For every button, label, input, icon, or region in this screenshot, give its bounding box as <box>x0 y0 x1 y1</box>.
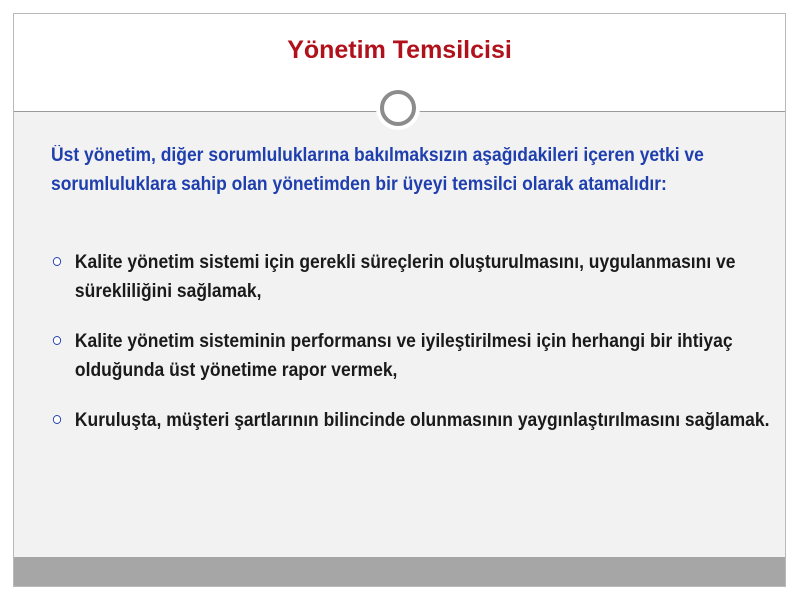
hollow-circle-bullet-icon <box>53 336 61 345</box>
bullet-text: Kalite yönetim sistemi için gerekli süreçlerin oluşturulmasını, uygulanmasını ve sürekliliğini sağlamak, <box>74 252 736 302</box>
hollow-circle-bullet-icon <box>53 415 61 424</box>
list-item <box>51 406 778 435</box>
circle-ring-icon <box>380 90 416 126</box>
slide-title: Yönetim Temsilcisi <box>287 36 512 64</box>
bullet-text: Kuruluşta, müşteri şartlarının bilincinde olunmasının yaygınlaştırılmasını sağlamak. <box>74 410 770 431</box>
slide <box>13 13 786 587</box>
hollow-circle-bullet-icon <box>53 257 61 266</box>
bullet-list <box>51 248 778 456</box>
footer-bar <box>14 557 785 586</box>
bullet-text: Kalite yönetim sisteminin performansı ve iyileştirilmesi için herhangi bir ihtiyaç olduğunda üst yönetime rapor vermek, <box>74 331 733 381</box>
list-item <box>51 327 778 385</box>
list-item <box>51 248 778 306</box>
intro-paragraph: Üst yönetim, diğer sorumluluklarına bakılmaksızın aşağıdakileri içeren yetki ve sorumluluklara sahip olan yönetimden bir üyeyi temsilci olarak atamalıdır: <box>51 145 704 195</box>
